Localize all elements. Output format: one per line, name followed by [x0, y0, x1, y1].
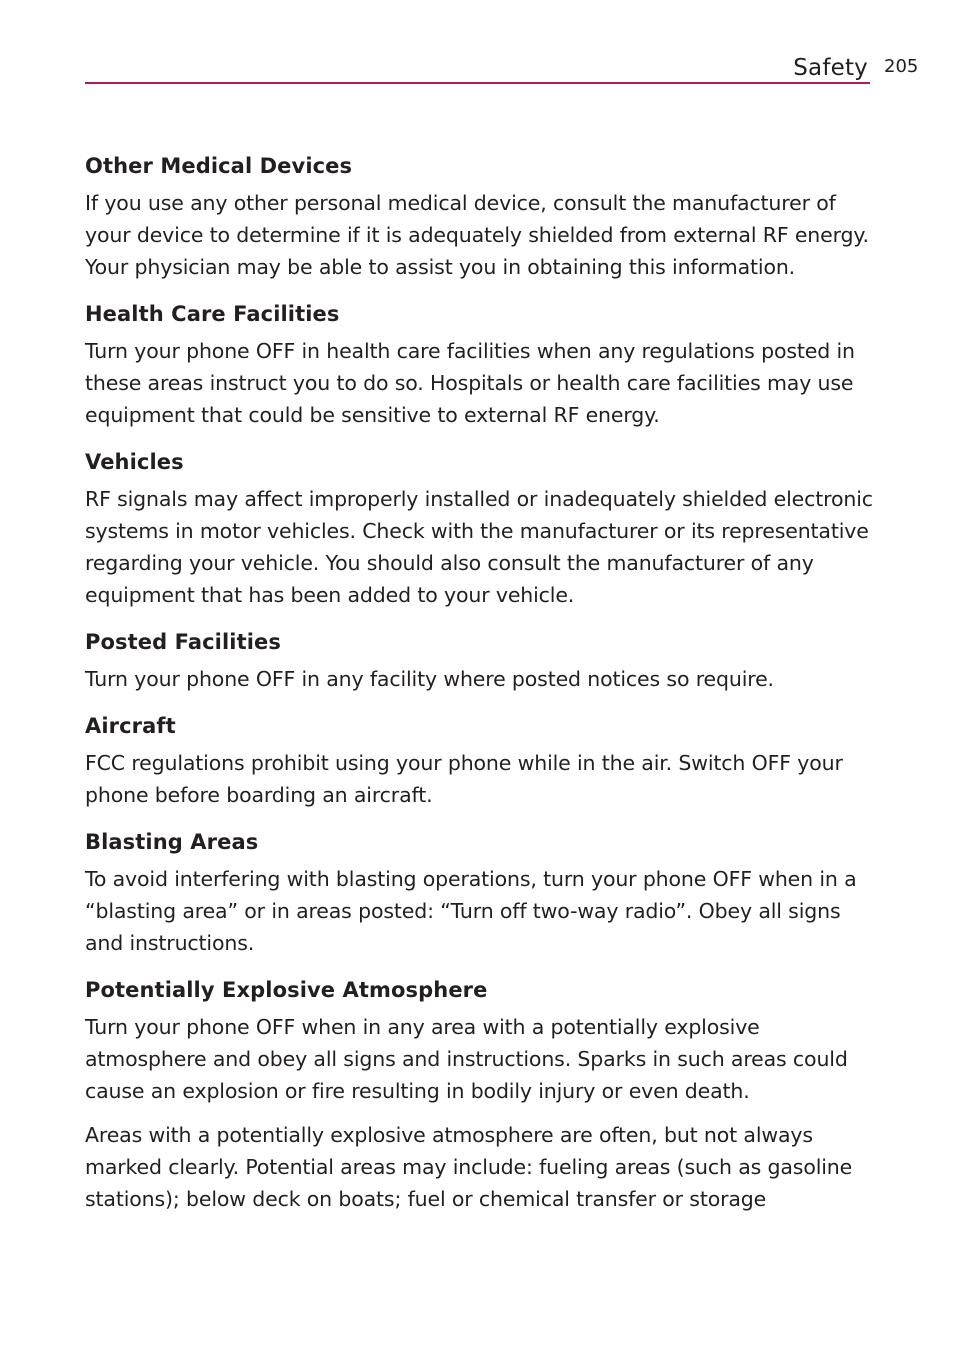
section-heading: Health Care Facilities	[85, 302, 340, 326]
section-paragraph: If you use any other personal medical device, consult the manufacturer of your device to determine if it is adequately shielded from external RF energy. Your physician may be able to assist you in obtaining this information.	[85, 191, 869, 279]
section-paragraph: To avoid interfering with blasting operations, turn your phone OFF when in a “blasting area” or in areas posted: “Turn off two-way radio”. Obey all signs and instructions.	[85, 867, 857, 955]
section-heading: Blasting Areas	[85, 830, 259, 854]
section-health-care-facilities	[85, 299, 875, 431]
section-heading: Potentially Explosive Atmosphere	[85, 978, 488, 1002]
section-other-medical-devices	[85, 151, 875, 283]
section-heading: Posted Facilities	[85, 630, 281, 654]
section-heading: Other Medical Devices	[85, 154, 353, 178]
header-section-title: Safety	[793, 55, 868, 81]
document-body	[85, 151, 875, 1231]
page-number: 205	[884, 56, 919, 77]
section-posted-facilities	[85, 627, 875, 695]
section-aircraft	[85, 711, 875, 811]
section-heading: Aircraft	[85, 714, 176, 738]
section-blasting-areas	[85, 827, 875, 959]
section-potentially-explosive-atmosphere	[85, 975, 875, 1215]
page-header	[85, 52, 870, 84]
section-paragraph: FCC regulations prohibit using your phone while in the air. Switch OFF your phone before boarding an aircraft.	[85, 751, 843, 807]
section-paragraph: Turn your phone OFF in health care facilities when any regulations posted in these areas instruct you to do so. Hospitals or health care facilities may use equipment that could be sensitive to external RF energy.	[85, 339, 855, 427]
section-paragraph: Areas with a potentially explosive atmosphere are often, but not always marked clearly. Potential areas may include: fueling areas (such as gasoline stations); below deck on boats; fuel or chemical transfer or storage	[85, 1123, 853, 1211]
section-paragraph: Turn your phone OFF in any facility where posted notices so require.	[85, 667, 774, 691]
section-heading: Vehicles	[85, 450, 184, 474]
section-paragraph: Turn your phone OFF when in any area with a potentially explosive atmosphere and obey all signs and instructions. Sparks in such areas could cause an explosion or fire resulting in bodily injury or even death.	[85, 1015, 848, 1103]
section-vehicles	[85, 447, 875, 611]
section-paragraph: RF signals may affect improperly installed or inadequately shielded electronic systems in motor vehicles. Check with the manufacturer or its representative regarding your vehicle. You should also consult the manufacturer of any equipment that has been added to your vehicle.	[85, 487, 873, 607]
